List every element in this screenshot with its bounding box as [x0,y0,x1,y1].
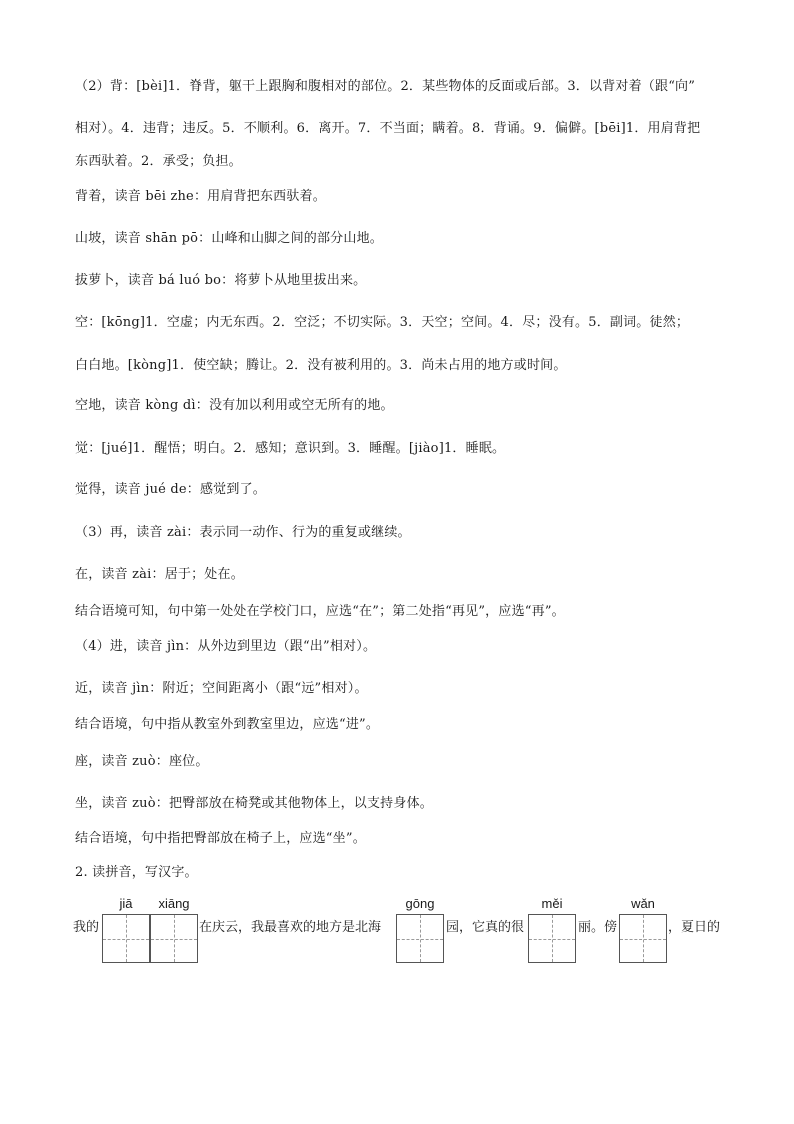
sentence-segment: 丽。傍 [578,920,618,935]
sentence-segment: 园，它真的很 [446,920,525,935]
writing-box[interactable] [396,914,444,963]
beizhe-entry: 背着，读音 bēi zhe：用肩背把东西驮着。 [75,189,326,204]
pinyin-label: jiā [119,896,133,911]
kongdi-entry: 空地，读音 kòng dì：没有加以利用或空无所有的地。 [75,398,394,413]
jin-entry: （4）进，读音 jìn：从外边到里边（跟“出”相对）。 [75,639,377,654]
writing-box[interactable] [528,914,576,963]
writing-box[interactable] [150,914,198,963]
jue-definition: 觉：[jué]1．醒悟；明白。2．感知；意识到。3．睡醒。[jiào]1．睡眠。 [75,441,506,456]
jin-context: 结合语境，句中指从教室外到教室里边，应选“进”。 [75,717,380,732]
shanpo-entry: 山坡，读音 shān pō：山峰和山脚之间的部分山地。 [75,231,383,246]
pinyin-label: wǎn [631,896,655,911]
pinyin-label: xiāng [158,896,190,911]
kong-definition-line-2: 白白地。[kòng]1．使空缺；腾让。2．没有被利用的。3．尚未占用的地方或时间。 [75,358,567,373]
sentence-segment: 在庆云，我最喜欢的地方是北海 [199,920,382,935]
zai-entry: （3）再，读音 zài：表示同一动作、行为的重复或继续。 [75,525,411,540]
zuo-context: 结合语境，句中指把臀部放在椅子上，应选“坐”。 [75,831,366,846]
writing-box[interactable] [619,914,667,963]
baluobo-entry: 拔萝卜，读音 bá luó bo：将萝卜从地里拔出来。 [75,273,367,288]
zai-context: 结合语境可知，句中第一处处在学校门口，应选“在”；第二处指“再见”，应选“再”。 [75,604,565,619]
sentence-segment: ，夏日的 [668,920,721,935]
bei-definition-line-2: 相对）。4．违背；违反。5．不顺利。6．离开。7．不当面；瞒着。8．背诵。9．偏僻。[bēi]1．用肩背把 [75,121,701,136]
jin-entry-2: 近，读音 jìn：附近；空间距离小（跟“远”相对）。 [75,681,368,696]
kong-definition-line-1: 空：[kōng]1．空虚；内无东西。2．空泛；不切实际。3．天空；空间。4．尽；没有。5．副词。徒然； [75,315,690,330]
writing-box[interactable] [102,914,150,963]
zai-entry-2: 在，读音 zài：居于；处在。 [75,567,244,582]
bei-definition-line-1: （2）背：[bèi]1．脊背，躯干上跟胸和腹相对的部位。2．某些物体的反面或后部。3．以背对着（跟“向” [75,79,696,94]
question-heading: 2. 读拼音，写汉字。 [75,865,198,880]
pinyin-label: měi [541,896,563,911]
sentence-segment: 我的 [73,920,100,935]
zuo-entry-2: 坐，读音 zuò：把臀部放在椅凳或其他物体上，以支持身体。 [75,796,433,811]
zuo-entry: 座，读音 zuò：座位。 [75,754,209,769]
bei-definition-line-3: 东西驮着。2．承受；负担。 [75,154,242,169]
juede-entry: 觉得，读音 jué de：感觉到了。 [75,482,266,497]
pinyin-label: gōng [405,896,435,911]
